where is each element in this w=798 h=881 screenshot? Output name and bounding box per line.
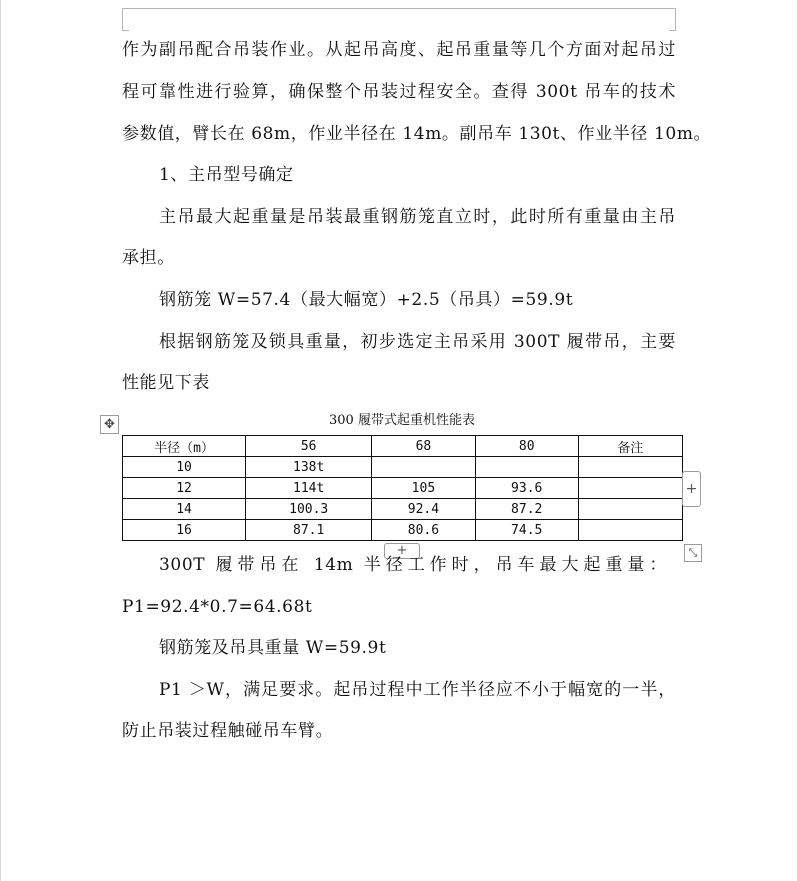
paragraph-line: 300T 履带吊在 14m 半径工作时，吊车最大起重量： (159, 555, 667, 575)
table-cell: 138t (246, 457, 372, 478)
crane-performance-table (122, 435, 683, 541)
table-cell: 74.5 (475, 520, 578, 541)
margin-corner-right (669, 8, 676, 31)
paragraph-line: 程可靠性进行验算，确保整个吊装过程安全。查得 300t 吊车的技术 (122, 82, 676, 102)
table-cell: 92.4 (372, 499, 475, 520)
table-row (123, 499, 683, 520)
paragraph-line: 主吊最大起重量是吊装最重钢筋笼直立时，此时所有重量由主吊 (159, 207, 676, 227)
header-cell: 备注 (578, 436, 682, 457)
table-resize-handle-icon[interactable]: ⤡ (684, 544, 702, 562)
formula-line: 钢筋笼及吊具重量 W=59.9t (159, 638, 387, 658)
paragraph-line: 参数值，臂长在 68m，作业半径在 14m。副吊车 130t、作业半径 10m。 (122, 124, 712, 144)
table-cell: 12 (123, 478, 246, 499)
add-row-button[interactable]: + (384, 543, 420, 559)
paragraph-line: 性能见下表 (122, 373, 210, 393)
table-cell: 87.2 (475, 499, 578, 520)
table-cell: 87.1 (246, 520, 372, 541)
formula-line: 钢筋笼 W=57.4（最大幅宽）+2.5（吊具）=59.9t (159, 290, 574, 310)
table-row (123, 520, 683, 541)
table-header-row (123, 436, 683, 457)
header-margin-line (122, 8, 675, 9)
header-cell: 80 (475, 436, 578, 457)
header-cell: 56 (246, 436, 372, 457)
table-row (123, 457, 683, 478)
table-cell: 93.6 (475, 478, 578, 499)
table-caption: 300 履带式起重机性能表 (329, 413, 475, 428)
add-column-button[interactable]: + (682, 471, 701, 507)
table-move-handle-icon[interactable]: ✥ (100, 415, 119, 434)
paragraph-line: 根据钢筋笼及锁具重量，初步选定主吊采用 300T 履带吊，主要 (159, 332, 676, 352)
table-cell: 105 (372, 478, 475, 499)
table-cell (372, 457, 475, 478)
section-heading: 1、主吊型号确定 (159, 165, 294, 185)
margin-corner-left (122, 8, 129, 31)
paragraph-line: 承担。 (122, 248, 175, 268)
paragraph-line: 防止吊装过程触碰吊车臂。 (122, 721, 334, 741)
header-cell: 68 (372, 436, 475, 457)
paragraph-line: 作为副吊配合吊装作业。从起吊高度、起吊重量等几个方面对起吊过 (122, 40, 676, 60)
table-cell: 10 (123, 457, 246, 478)
table-cell (578, 478, 682, 499)
table-cell (578, 499, 682, 520)
table-cell: 114t (246, 478, 372, 499)
page-left-edge (0, 0, 1, 881)
table-row (123, 478, 683, 499)
table-cell (578, 457, 682, 478)
table-cell: 100.3 (246, 499, 372, 520)
paragraph-line: P1 ＞W，满足要求。起吊过程中工作半径应不小于幅宽的一半， (159, 680, 676, 700)
formula-line: P1=92.4*0.7=64.68t (122, 597, 313, 617)
table-cell (578, 520, 682, 541)
table-cell (475, 457, 578, 478)
table-cell: 80.6 (372, 520, 475, 541)
header-cell: 半径（m） (123, 436, 246, 457)
table-cell: 14 (123, 499, 246, 520)
table-cell: 16 (123, 520, 246, 541)
